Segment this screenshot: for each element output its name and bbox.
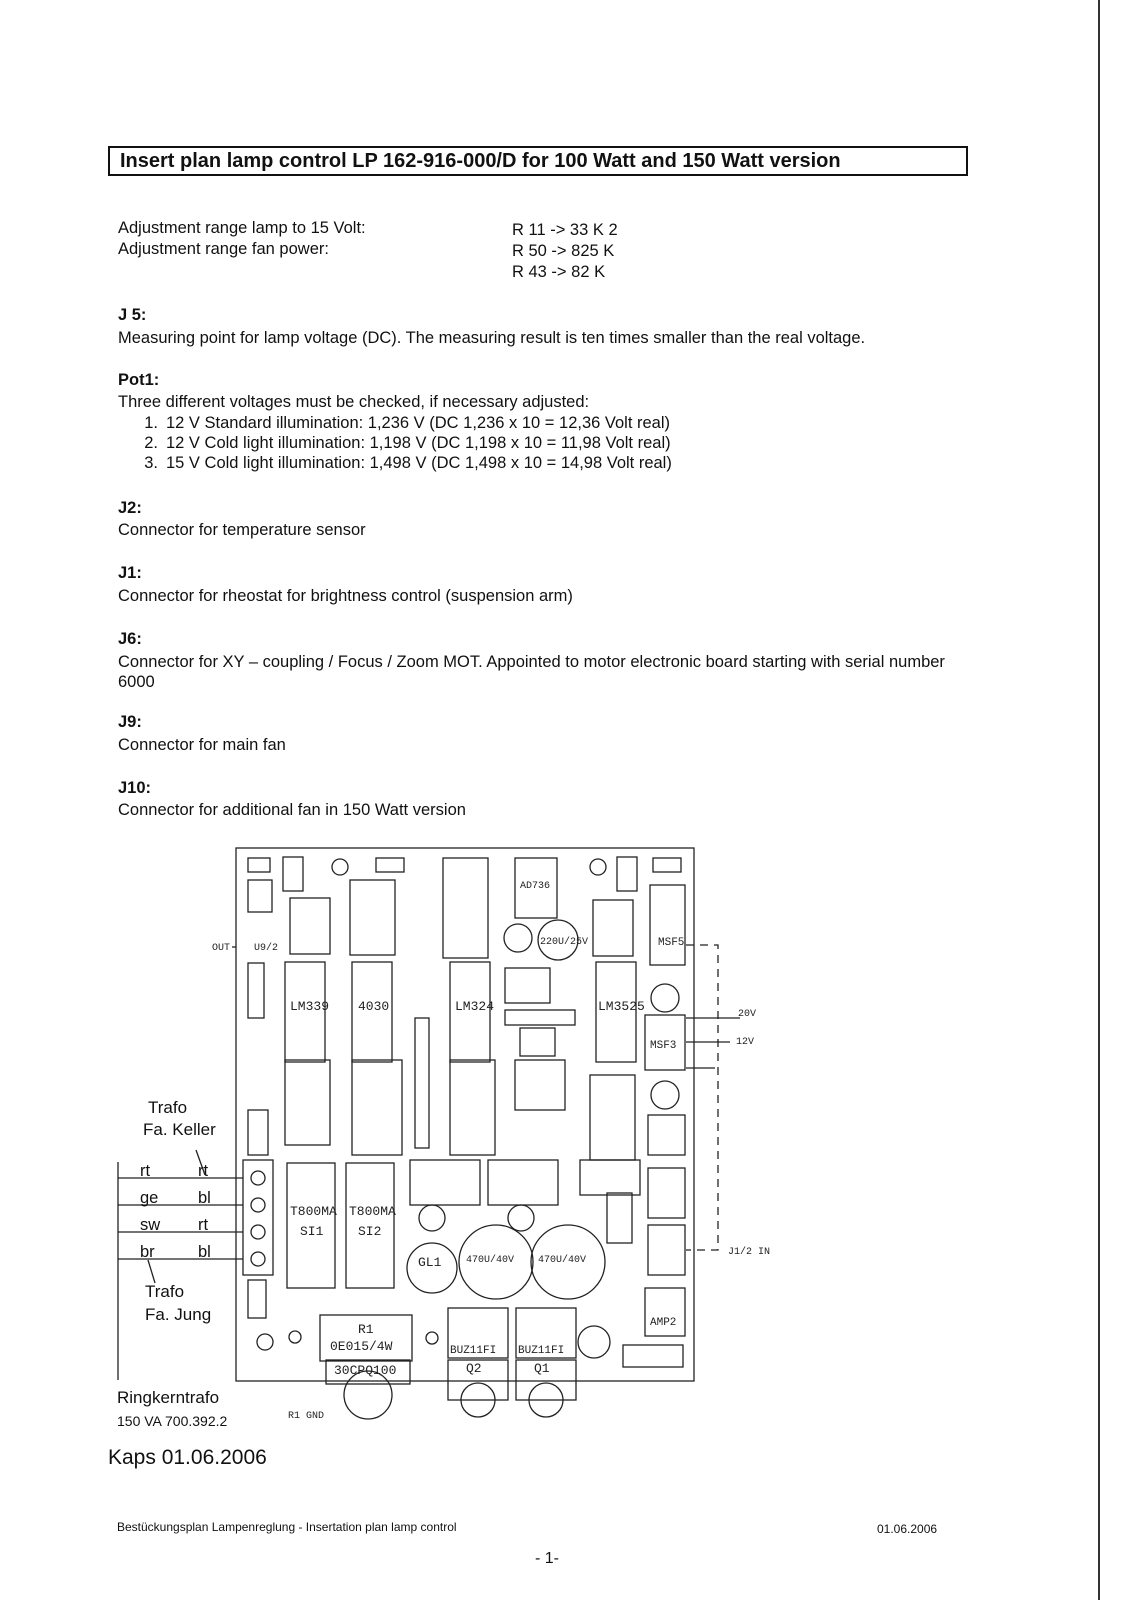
label-lm324: LM324 [455, 999, 495, 1014]
wire-4-right: bl [198, 1243, 211, 1261]
j5-heading: J 5: [118, 306, 147, 324]
label-c10: 220U/25V [540, 937, 589, 948]
pot1-item-2: 2. 12 V Cold light illumination: 1,198 V (DC 1,198 x 10 = 11,98 Volt real) [144, 434, 671, 452]
page-number: - 1- [535, 1550, 559, 1567]
connector-j2 [648, 1115, 685, 1155]
label-fuse2: T800MA [349, 1204, 396, 1219]
label-q2-type: BUZ11FI [450, 1345, 497, 1357]
label-lm339: LM339 [290, 999, 330, 1014]
trafo-keller-line1: Trafo [148, 1098, 188, 1117]
label-msf5: MSF5 [658, 937, 685, 949]
ring-core-part: 150 VA 700.392.2 [117, 1413, 228, 1429]
label-q1: Q1 [534, 1361, 550, 1376]
pot1-item-3: 3. 15 V Cold light illumination: 1,498 V (DC 1,498 x 10 = 14,98 Volt real) [144, 454, 672, 472]
wire-3-left: sw [140, 1216, 161, 1234]
j2-text: Connector for temperature sensor [118, 521, 366, 539]
pot1-item-1: 1. 12 V Standard illumination: 1,236 V (DC 1,236 x 10 = 12,36 Volt real) [144, 414, 671, 432]
label-amp2: AMP2 [650, 1317, 677, 1329]
label-r1-value: 0E015/4W [330, 1339, 393, 1354]
j2-heading: J2: [118, 499, 142, 517]
wire-1-left: rt [140, 1162, 151, 1180]
label-c9: 470U/40V [538, 1255, 587, 1266]
j1-text: Connector for rheostat for brightness control (suspension arm) [118, 587, 573, 605]
j9-text: Connector for main fan [118, 736, 286, 754]
label-r1: R1 [358, 1322, 374, 1337]
adjust-fan-value-2: R 43 -> 82 K [512, 263, 606, 281]
j6-text: Connector for XY – coupling / Focus / Zoom MOT. Appointed to motor electronic board starting with serial number 6000 [118, 653, 945, 691]
label-d4: 30CPQ100 [334, 1363, 397, 1378]
footer-date: 01.06.2006 [877, 1522, 938, 1536]
label-4030: 4030 [358, 999, 390, 1014]
footer-left: Bestückungsplan Lampenreglung - Insertation plan lamp control [117, 1520, 457, 1534]
label-fuse1: T800MA [290, 1204, 337, 1219]
connector-j9 [648, 1168, 685, 1218]
adjust-fan-value-1: R 50 -> 825 K [512, 242, 615, 260]
label-gnd: R1 GND [288, 1411, 325, 1422]
wire-3-right: rt [198, 1216, 209, 1234]
wire-1-right: rt [198, 1162, 209, 1180]
label-u9: U9/2 [254, 943, 279, 954]
pot1-heading: Pot1: [118, 371, 160, 389]
connector-j5 [650, 885, 685, 965]
label-u7: AD736 [520, 881, 551, 892]
pot1-text: Three different voltages must be checked, if necessary adjusted: [118, 393, 590, 411]
label-12v: 12V [736, 1037, 755, 1048]
ring-core-label: Ringkerntrafo [117, 1388, 220, 1407]
wire-4-left: br [140, 1243, 155, 1261]
label-q2: Q2 [466, 1361, 482, 1376]
document-title: Insert plan lamp control LP 162-916-000/D for 100 Watt and 150 Watt version [108, 146, 968, 176]
label-j12in: J1/2 IN [728, 1247, 771, 1258]
connector-j1 [648, 1225, 685, 1275]
j6-heading: J6: [118, 630, 142, 648]
j10-heading: J10: [118, 779, 152, 797]
j9-heading: J9: [118, 713, 142, 731]
label-gl1: GL1 [418, 1255, 442, 1270]
signature-date: Kaps 01.06.2006 [108, 1446, 267, 1469]
label-20v: 20V [738, 1009, 757, 1020]
label-msf3: MSF3 [650, 1040, 677, 1052]
j1-heading: J1: [118, 564, 142, 582]
trafo-jung-line2: Fa. Jung [145, 1305, 212, 1324]
trafo-keller-line2: Fa. Keller [143, 1120, 216, 1139]
adjust-lamp-label: Adjustment range lamp to 15 Volt: [118, 219, 366, 237]
label-out: OUT [212, 943, 231, 954]
j5-text: Measuring point for lamp voltage (DC). The measuring result is ten times smaller than the real voltage. [118, 329, 866, 347]
pcb-outline [236, 848, 694, 1381]
label-q1-type: BUZ11FI [518, 1345, 565, 1357]
wire-2-left: ge [140, 1189, 159, 1207]
label-c5: 470U/40V [466, 1255, 515, 1266]
label-si1: SI1 [300, 1224, 324, 1239]
terminal-block [243, 1160, 273, 1275]
trafo-jung-line1: Trafo [145, 1282, 185, 1301]
connector-j10 [607, 1193, 632, 1243]
label-lm3525: LM3525 [598, 999, 645, 1014]
adjust-fan-label: Adjustment range fan power: [118, 240, 329, 258]
label-si2: SI2 [358, 1224, 382, 1239]
j10-text: Connector for additional fan in 150 Watt version [118, 801, 466, 819]
wire-2-right: bl [198, 1189, 211, 1207]
adjust-lamp-value: R 11 -> 33 K 2 [512, 221, 618, 239]
